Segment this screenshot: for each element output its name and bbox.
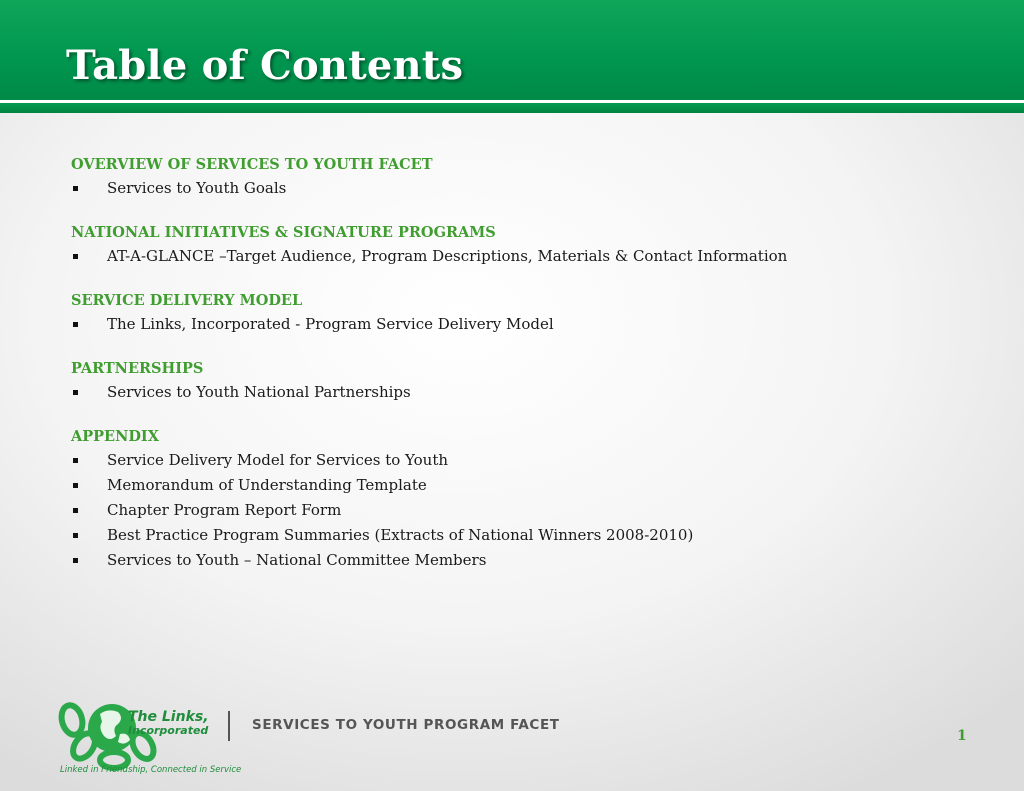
toc-item xyxy=(71,244,951,269)
section-heading: NATIONAL INITIATIVES & SIGNATURE PROGRAMS xyxy=(71,224,496,241)
toc-item xyxy=(71,473,951,498)
header-divider-green xyxy=(0,103,1024,113)
logo-line-2: Incorporated xyxy=(128,724,209,737)
square-bullet-icon xyxy=(73,508,78,513)
page-number: 1 xyxy=(957,728,967,744)
toc-item-label: Best Practice Program Summaries (Extracts of National Winners 2008-2010) xyxy=(107,526,694,544)
section-heading: SERVICE DELIVERY MODEL xyxy=(71,292,303,309)
section-heading: OVERVIEW OF SERVICES TO YOUTH FACET xyxy=(71,156,433,173)
toc-item xyxy=(71,523,951,548)
toc-item xyxy=(71,176,951,201)
toc-item-label: The Links, Incorporated - Program Service Delivery Model xyxy=(107,315,554,333)
toc-item xyxy=(71,312,951,337)
toc-item xyxy=(71,448,951,473)
toc-item-label: Services to Youth Goals xyxy=(107,179,287,197)
toc-section-partnerships xyxy=(71,358,951,405)
footer-divider xyxy=(228,711,230,741)
toc-item-label: Memorandum of Understanding Template xyxy=(107,476,427,494)
header-bar xyxy=(0,0,1024,100)
toc-section-service-delivery xyxy=(71,290,951,337)
square-bullet-icon xyxy=(73,558,78,563)
toc-section-national-initiatives xyxy=(71,222,951,269)
square-bullet-icon xyxy=(73,186,78,191)
logo-line-1: The Links, xyxy=(128,709,209,725)
section-heading: APPENDIX xyxy=(71,428,159,445)
toc-item-label: Service Delivery Model for Services to Youth xyxy=(107,451,449,469)
square-bullet-icon xyxy=(73,483,78,488)
toc-item-label: Services to Youth – National Committee Members xyxy=(107,551,487,569)
square-bullet-icon xyxy=(73,390,78,395)
section-heading: PARTNERSHIPS xyxy=(71,360,204,377)
page-title: Table of Contents xyxy=(66,42,464,89)
toc-item-label: Services to Youth National Partnerships xyxy=(107,383,411,401)
toc-item xyxy=(71,548,951,573)
toc-item-label: Chapter Program Report Form xyxy=(107,501,342,519)
square-bullet-icon xyxy=(73,458,78,463)
square-bullet-icon xyxy=(73,254,78,259)
toc-item xyxy=(71,498,951,523)
toc-item xyxy=(71,380,951,405)
toc-section-appendix xyxy=(71,426,951,573)
square-bullet-icon xyxy=(73,533,78,538)
toc-section-overview xyxy=(71,154,951,201)
footer-facet-title: SERVICES TO YOUTH PROGRAM FACET xyxy=(252,717,560,733)
logo-tagline: Linked in Friendship, Connected in Service xyxy=(60,765,242,775)
toc-item-label: AT-A-GLANCE –Target Audience, Program Descriptions, Materials & Contact Information xyxy=(107,247,788,265)
square-bullet-icon xyxy=(73,322,78,327)
table-of-contents xyxy=(71,154,951,594)
logo-wordmark xyxy=(128,710,209,738)
